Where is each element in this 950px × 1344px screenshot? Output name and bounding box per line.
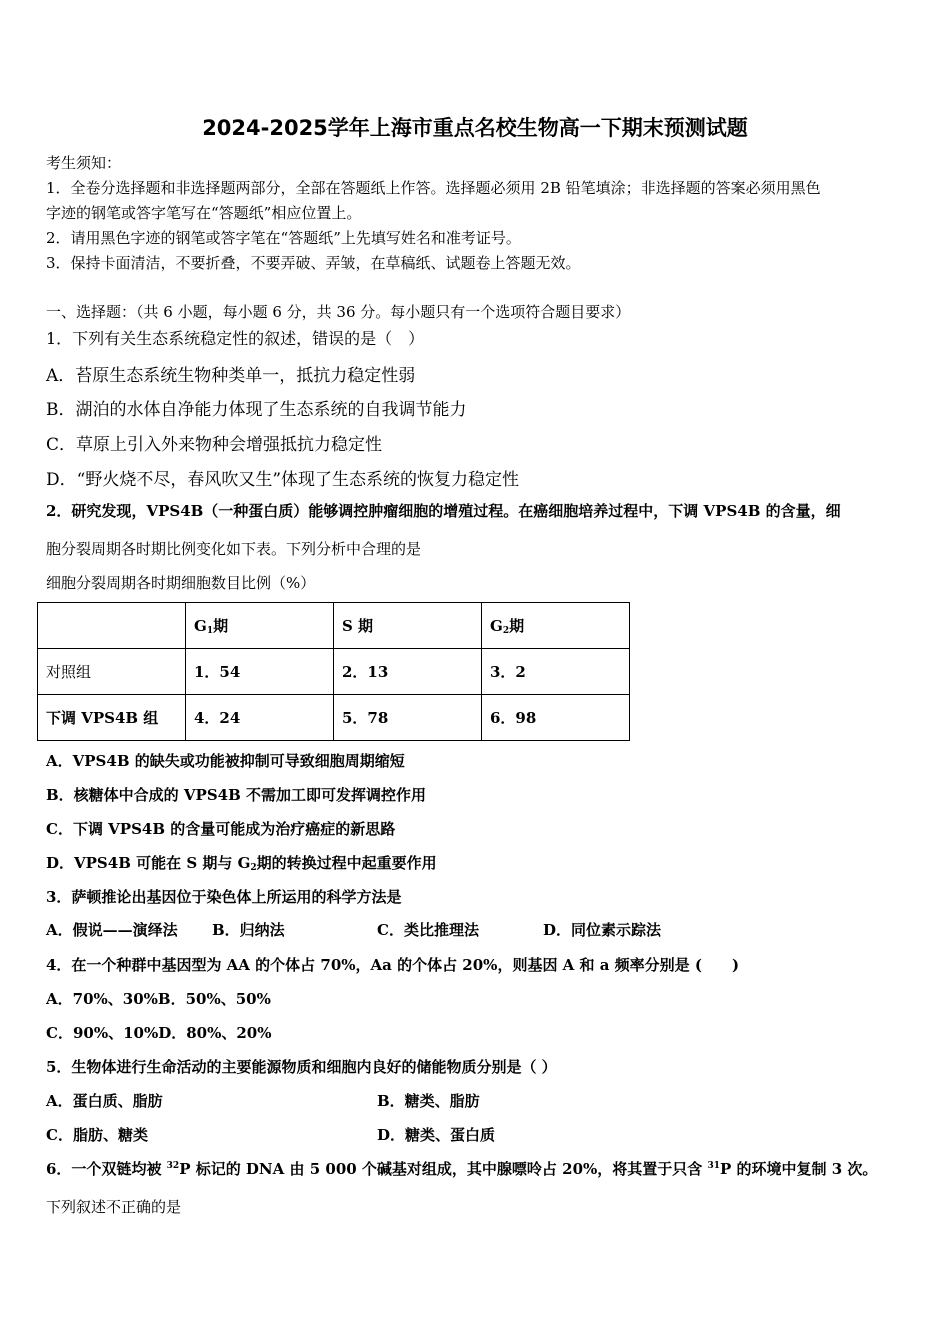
table-header-g1: $G_1$期: [186, 603, 334, 649]
q2-option-b: B．核糖体中合成的 VPS4B 不需加工即可发挥调控作用: [46, 786, 426, 804]
notice-item-3: 3．保持卡面清洁，不要折叠，不要弄破、弄皱，在草稿纸、试题卷上答题无效。: [46, 254, 581, 272]
q2-option-c: C．下调 VPS4B 的含量可能成为治疗癌症的新思路: [46, 820, 396, 838]
cell-cycle-table: [37, 602, 630, 741]
q6-stem: 6．一个双链均被 $^{32}$P 标记的 DNA 由 5 000 个碱基对组成，其中腺嘌呤占 20%，将其置于只含 $^{31}$P 的环境中复制 3 次。: [46, 1160, 878, 1178]
q5-option-c: C．脂肪、糖类: [46, 1126, 148, 1144]
q3-option-b: B．归纳法: [212, 921, 285, 939]
q5-stem: 5．生物体进行生命活动的主要能源物质和细胞内良好的储能物质分别是（ ）: [46, 1058, 557, 1076]
notice-heading: 考生须知：: [46, 154, 122, 172]
page-title: 2024-2025学年上海市重点名校生物高一下期末预测试题: [202, 116, 748, 140]
q1-option-c: C．草原上引入外来物种会增强抵抗力稳定性: [46, 435, 383, 455]
q5-option-b: B．糖类、脂肪: [377, 1092, 480, 1110]
table-header-g2: $G_2$期: [482, 603, 630, 649]
table-header-s: S 期: [334, 603, 482, 649]
q1-option-a: A．苔原生态系统生物种类单一，抵抗力稳定性弱: [46, 366, 416, 386]
q5-option-a: A．蛋白质、脂肪: [46, 1092, 163, 1110]
table-header-empty: [38, 603, 186, 649]
q3-option-c: C．类比推理法: [377, 921, 479, 939]
cell-knockdown-s: 5．78: [334, 695, 482, 741]
q4-options-cd: C．90%、10%D．80%、20%: [46, 1024, 272, 1042]
q1-stem: 1．下列有关生态系统稳定性的叙述，错误的是（ ）: [46, 329, 425, 348]
q1-option-b: B．湖泊的水体自净能力体现了生态系统的自我调节能力: [46, 400, 467, 420]
row-label-control: 对照组: [38, 649, 186, 695]
q1-option-d: D．“野火烧不尽，春风吹又生”体现了生态系统的恢复力稳定性: [46, 470, 520, 490]
cell-knockdown-g2: 6．98: [482, 695, 630, 741]
section-heading: 一、选择题：（共 6 小题，每小题 6 分，共 36 分。每小题只有一个选项符合题目要求）: [46, 303, 631, 321]
table-row: [38, 649, 630, 695]
q4-stem: 4．在一个种群中基因型为 AA 的个体占 70%，Aa 的个体占 20%，则基因 A 和 a 频率分别是 ( ): [46, 956, 740, 974]
row-label-knockdown: 下调 VPS4B 组: [38, 695, 186, 741]
q3-option-d: D．同位素示踪法: [543, 921, 662, 939]
q2-option-d: D．VPS4B 可能在 S 期与 $G_2$期的转换过程中起重要作用: [46, 854, 437, 873]
notice-item-2: 2．请用黑色字迹的钢笔或答字笔在“答题纸”上先填写姓名和准考证号。: [46, 229, 521, 247]
cell-control-s: 2．13: [334, 649, 482, 695]
q5-option-d: D．糖类、蛋白质: [377, 1126, 496, 1144]
cell-control-g2: 3．2: [482, 649, 630, 695]
q6-stem-cont: 下列叙述不正确的是: [46, 1198, 182, 1216]
table-header-row: [38, 603, 630, 649]
cell-control-g1: 1．54: [186, 649, 334, 695]
q2-stem-cont: 胞分裂周期各时期比例变化如下表。下列分析中合理的是: [46, 540, 422, 558]
table-caption: 细胞分裂周期各时期细胞数目比例（%）: [46, 574, 316, 592]
q3-stem: 3．萨顿推论出基因位于染色体上所运用的科学方法是: [46, 888, 402, 906]
q4-options-ab: A．70%、30%B．50%、50%: [46, 990, 271, 1008]
cell-knockdown-g1: 4．24: [186, 695, 334, 741]
table-row: [38, 695, 630, 741]
q3-option-a: A．假说——演绎法: [46, 921, 178, 939]
notice-item-1: 1．全卷分选择题和非选择题两部分，全部在答题纸上作答。选择题必须用 2B 铅笔填涂；非选择题的答案必须用黑色: [46, 179, 821, 197]
q2-option-a: A．VPS4B 的缺失或功能被抑制可导致细胞周期缩短: [46, 752, 405, 770]
notice-item-1-cont: 字迹的钢笔或答字笔写在“答题纸”相应位置上。: [46, 204, 362, 222]
q2-stem: 2．研究发现，VPS4B（一种蛋白质）能够调控肿瘤细胞的增殖过程。在癌细胞培养过程中，下调 VPS4B 的含量，细: [46, 502, 841, 520]
